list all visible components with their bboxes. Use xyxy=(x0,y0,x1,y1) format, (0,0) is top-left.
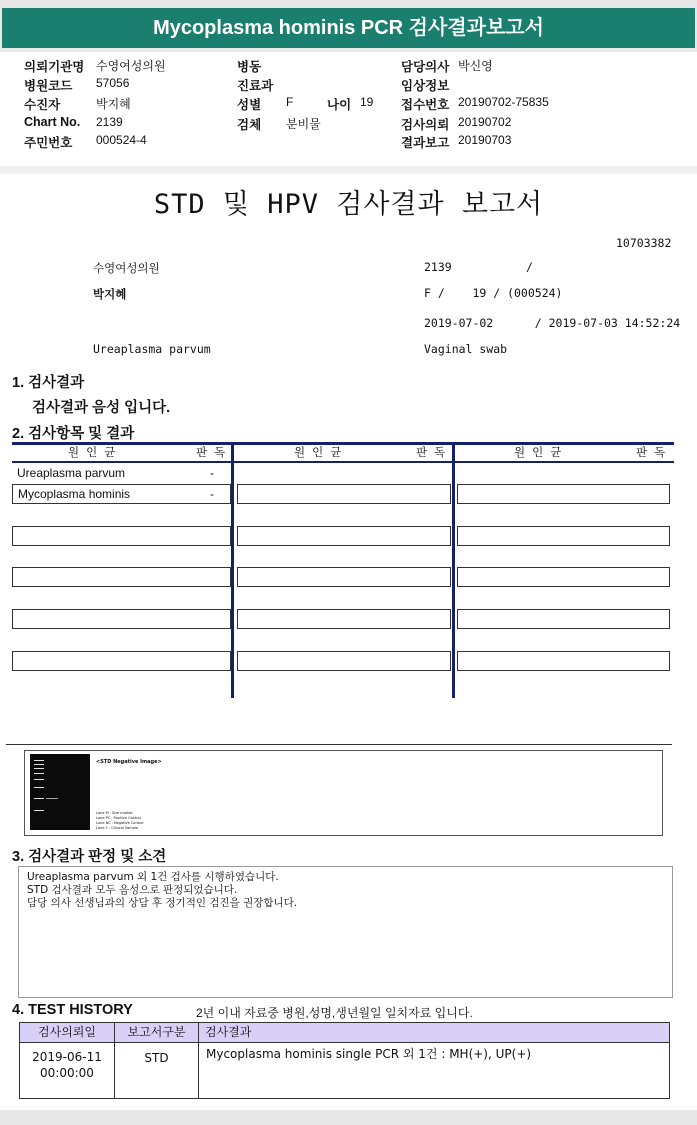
label-receipt-no: 접수번호 xyxy=(401,98,450,112)
label-resident-no: 주민번호 xyxy=(24,136,73,150)
gel-legend-item: Lane M : Size marker xyxy=(96,811,133,815)
document-title: STD 및 HPV 검사결과 보고서 xyxy=(153,189,544,220)
empty-cell xyxy=(457,484,670,504)
history-time: 00:00:00 xyxy=(40,1066,94,1080)
report-number: 10703382 xyxy=(616,236,672,250)
gel-legend-item: Lane 1 : Clinical Sample xyxy=(96,826,139,830)
result-value: - xyxy=(210,466,214,480)
col-header-pathogen-3: 원인균 xyxy=(514,445,569,459)
history-table xyxy=(19,1022,670,1099)
empty-cell xyxy=(237,651,451,671)
col-header-judgement-2: 판독 xyxy=(416,445,453,459)
label-clinical-info: 임상정보 xyxy=(401,79,450,93)
empty-cell xyxy=(237,484,451,504)
chart-separator: / xyxy=(526,260,533,274)
empty-cell xyxy=(457,609,670,629)
patient-name: 박지혜 xyxy=(93,287,127,301)
remarks-box xyxy=(18,866,673,998)
table-divider-2 xyxy=(452,445,455,698)
empty-cell xyxy=(237,526,451,546)
value-age: 19 xyxy=(360,95,374,109)
label-request-date: 검사의뢰 xyxy=(401,118,450,132)
remark-line: STD 검사결과 모두 음성으로 판정되었습니다. xyxy=(27,884,238,896)
result-name: Mycoplasma hominis xyxy=(18,487,131,501)
specimen-type: Vaginal swab xyxy=(424,342,508,356)
col-header-judgement-3: 판독 xyxy=(636,445,673,459)
section-3-title: 3. 검사결과 판정 및 소견 xyxy=(12,849,167,865)
empty-cell xyxy=(12,609,231,629)
clinic-name: 수영여성의원 xyxy=(93,261,160,275)
label-institution: 의뢰기관명 xyxy=(24,60,85,74)
test-name: Ureaplasma parvum xyxy=(93,342,211,356)
value-sex: F xyxy=(286,95,294,109)
table-divider-1 xyxy=(231,445,234,698)
value-resident-no: 000524-4 xyxy=(96,133,147,147)
empty-cell xyxy=(12,651,231,671)
overall-result: 검사결과 음성 입니다. xyxy=(32,400,171,416)
gel-legend-item: Lane NC : Negative Control xyxy=(96,821,144,825)
chart-number: 2139 xyxy=(424,260,452,274)
label-report-date: 결과보고 xyxy=(401,136,450,150)
label-age: 나이 xyxy=(327,98,352,112)
value-request-date: 20190702 xyxy=(458,115,512,129)
label-specimen: 검체 xyxy=(237,118,262,132)
value-patient: 박지혜 xyxy=(96,97,131,111)
label-hospital-code: 병원코드 xyxy=(24,79,73,93)
empty-cell xyxy=(12,526,231,546)
history-note: 2년 이내 자료중 병원,성명,생년월일 일치자료 입니다. xyxy=(196,1006,473,1020)
gel-image xyxy=(30,754,90,830)
value-report-date: 20190703 xyxy=(458,133,512,147)
remark-line: Ureaplasma parvum 외 1건 검사를 시행하였습니다. xyxy=(27,871,279,883)
gel-caption: <STD Negative Image> xyxy=(96,759,162,765)
empty-cell xyxy=(457,526,670,546)
section-divider xyxy=(6,744,672,745)
report-title-bar: Mycoplasma hominis PCR 검사결과보고서 xyxy=(2,8,695,48)
gel-legend-item: Lane PC : Positive Control xyxy=(96,816,141,820)
label-patient: 수진자 xyxy=(24,98,61,112)
empty-cell xyxy=(237,567,451,587)
label-chart-no: Chart No. xyxy=(24,115,81,129)
label-ward: 병동 xyxy=(237,60,262,74)
history-result: Mycoplasma hominis single PCR 외 1건 : MH(+), UP(+) xyxy=(206,1047,532,1061)
value-chart-no: 2139 xyxy=(96,115,123,129)
value-specimen: 분비물 xyxy=(286,117,321,131)
col-header-judgement-1: 판독 xyxy=(196,445,233,459)
section-1-title: 1. 검사결과 xyxy=(12,375,85,391)
value-doctor: 박신영 xyxy=(458,59,493,73)
label-doctor: 담당의사 xyxy=(401,60,450,74)
empty-cell xyxy=(12,567,231,587)
separator-band xyxy=(0,166,697,174)
label-department: 진료과 xyxy=(237,79,274,93)
sex-age: F / 19 / (000524) xyxy=(424,286,563,300)
result-value: - xyxy=(210,487,214,501)
history-type: STD xyxy=(144,1051,169,1065)
patient-info-panel xyxy=(0,52,697,167)
empty-cell xyxy=(457,651,670,671)
label-sex: 성별 xyxy=(237,98,262,112)
section-2-title: 2. 검사항목 및 결과 xyxy=(12,426,135,442)
footer-band xyxy=(0,1110,697,1125)
request-report-dates: 2019-07-02 / 2019-07-03 14:52:24 xyxy=(424,316,681,330)
history-date: 2019-06-11 xyxy=(32,1050,102,1064)
result-name: Ureaplasma parvum xyxy=(17,466,126,480)
history-header-date: 검사의뢰일 xyxy=(38,1025,96,1039)
history-header-type: 보고서구분 xyxy=(127,1025,186,1039)
col-header-pathogen-2: 원인균 xyxy=(294,445,349,459)
empty-cell xyxy=(457,567,670,587)
table-header-rule xyxy=(12,461,674,463)
history-header-result: 검사결과 xyxy=(205,1025,252,1039)
history-col-divider xyxy=(198,1023,199,1098)
col-header-pathogen-1: 원인균 xyxy=(68,445,123,459)
value-institution: 수영여성의원 xyxy=(96,59,166,73)
value-receipt-no: 20190702-75835 xyxy=(458,95,549,109)
value-hospital-code: 57056 xyxy=(96,76,130,90)
remark-line: 담당 의사 선생님과의 상담 후 정기적인 검진을 권장합니다. xyxy=(27,897,298,909)
section-4-title: 4. TEST HISTORY xyxy=(12,1002,133,1018)
empty-cell xyxy=(237,609,451,629)
